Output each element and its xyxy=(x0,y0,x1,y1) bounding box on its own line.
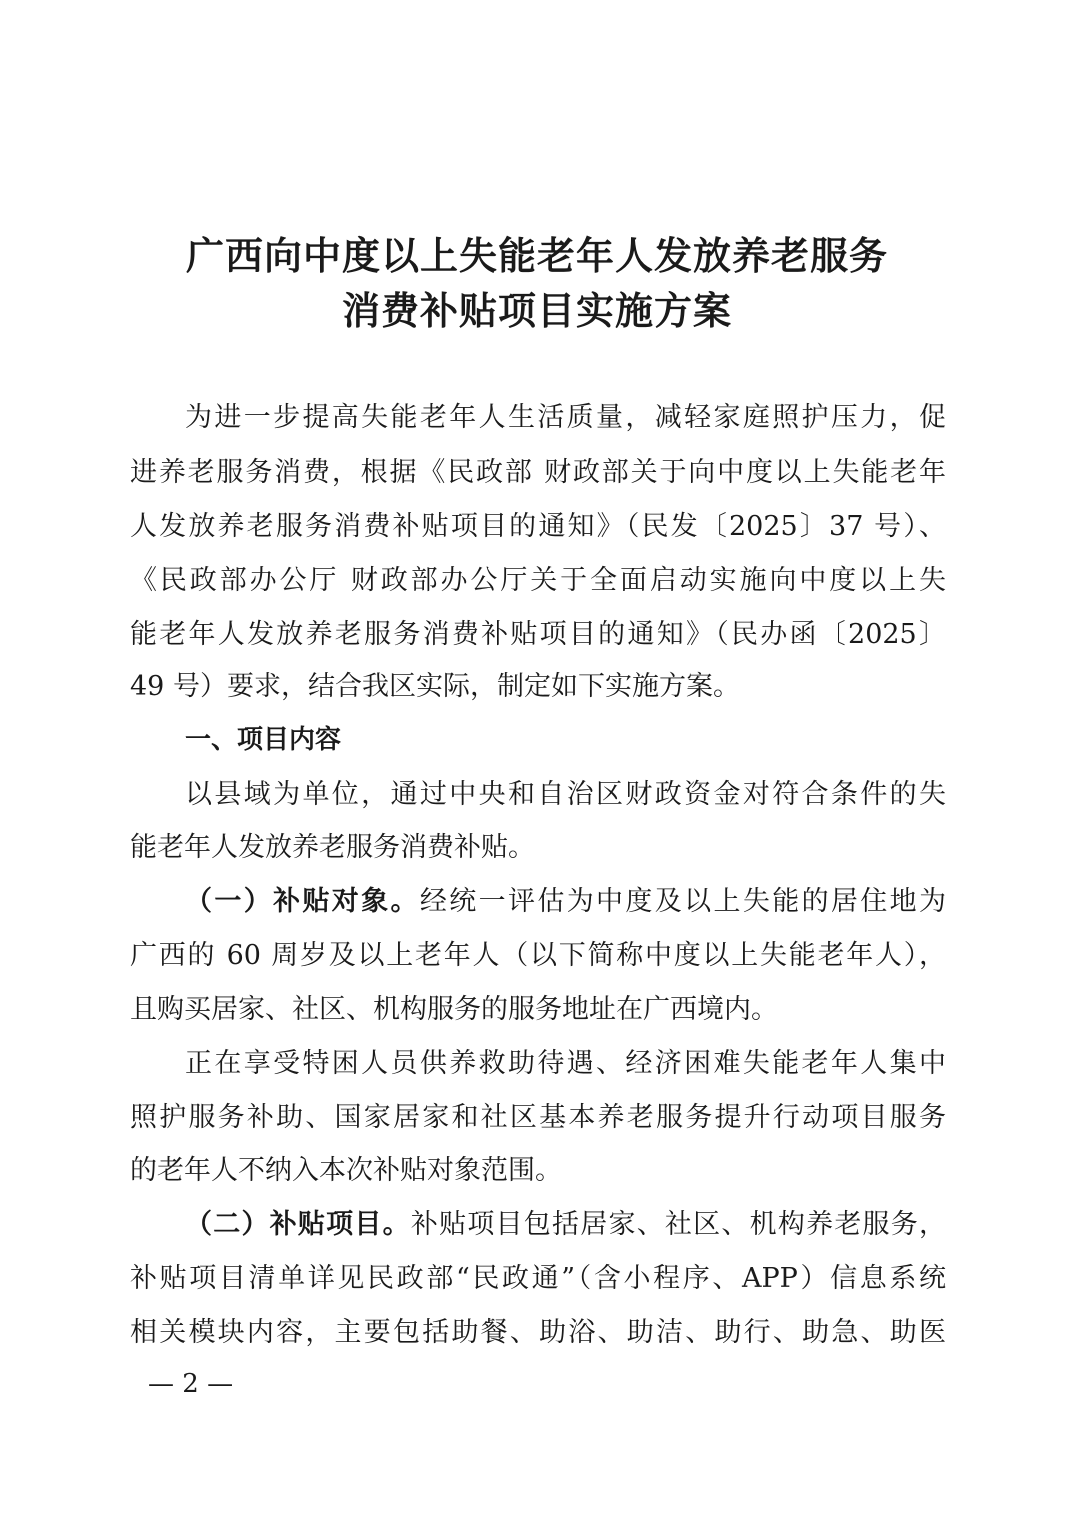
document-title-line-1: 广西向中度以上失能老年人发放养老服务 xyxy=(185,234,888,278)
paragraph-line: 相关模块内容，主要包括助餐、助浴、助洁、助行、助急、助医 xyxy=(130,1317,946,1348)
intro-line: 《民政部办公厅 财政部办公厅关于全面启动实施向中度以上失 xyxy=(130,565,946,596)
paragraph-line: 以县域为单位，通过中央和自治区财政资金对符合条件的失 xyxy=(185,779,946,810)
paragraph-line: 的老年人不纳入本次补贴对象范围。 xyxy=(130,1155,562,1186)
intro-line: 能老年人发放养老服务消费补贴项目的通知》（民办函〔2025〕 xyxy=(130,619,946,650)
subsection-text: 经统一评估为中度及以上失能的居住地为 xyxy=(419,886,947,917)
paragraph-line: 能老年人发放养老服务消费补贴。 xyxy=(130,832,535,863)
subsection-label: （一）补贴对象。 xyxy=(185,886,420,917)
paragraph-line: 广西的 60 周岁及以上老年人（以下简称中度以上失能老年人）， xyxy=(130,940,946,971)
paragraph-line: 且购买居家、社区、机构服务的服务地址在广西境内。 xyxy=(130,994,778,1025)
document-title-line-2: 消费补贴项目实施方案 xyxy=(341,289,732,333)
page-number: — 2 — xyxy=(148,1369,234,1399)
subsection-label: （二）补贴项目。 xyxy=(185,1209,411,1240)
section-heading: 一、项目内容 xyxy=(185,725,342,755)
intro-line: 进养老服务消费，根据《民政部 财政部关于向中度以上失能老年 xyxy=(130,457,946,488)
paragraph-line: 正在享受特困人员供养救助待遇、经济困难失能老年人集中 xyxy=(185,1048,946,1079)
paragraph-line: 补贴项目清单详见民政部“民政通”（含小程序、APP）信息系统 xyxy=(130,1263,946,1294)
subsection-line xyxy=(185,1205,946,1245)
intro-line: 人发放养老服务消费补贴项目的通知》（民发〔2025〕37 号）、 xyxy=(130,511,946,542)
subsection-text: 补贴项目包括居家、社区、机构养老服务， xyxy=(410,1209,947,1240)
paragraph-line: 照护服务补助、国家居家和社区基本养老服务提升行动项目服务 xyxy=(130,1102,946,1133)
subsection-line xyxy=(185,882,946,922)
intro-line: 为进一步提高失能老年人生活质量，减轻家庭照护压力，促 xyxy=(185,402,946,433)
intro-line: 49 号）要求，结合我区实际，制定如下实施方案。 xyxy=(130,671,740,702)
